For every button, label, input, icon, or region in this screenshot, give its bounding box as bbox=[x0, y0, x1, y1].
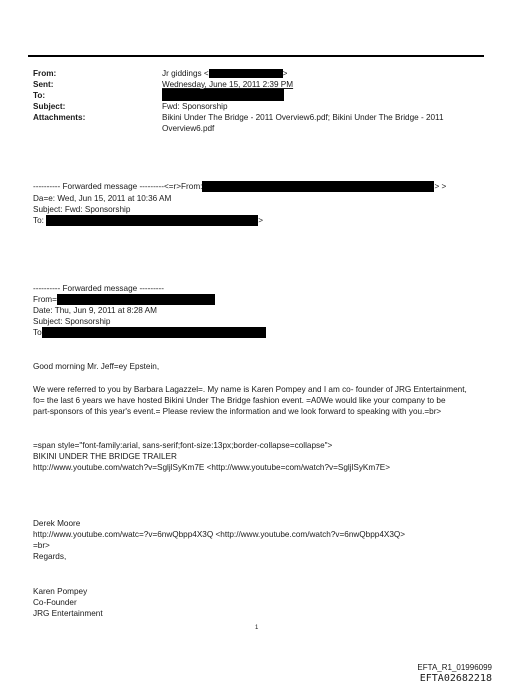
from-name: Jr giddings < bbox=[162, 69, 209, 78]
footer-id-1: EFTA_R1_01996099 bbox=[417, 663, 492, 672]
redaction bbox=[46, 215, 258, 226]
subject-value: Fwd: Sponsorship bbox=[162, 102, 228, 111]
redaction bbox=[57, 294, 215, 305]
sent-value: Wednesday, June 15, 2011 2:39 PM bbox=[162, 80, 294, 89]
br-text: =br> bbox=[33, 541, 50, 550]
to-value bbox=[162, 89, 284, 101]
attachments-line1: Bikini Under The Bridge - 2011 Overview6.pdf; Bikini Under The Bridge - 2011 bbox=[162, 113, 444, 122]
redaction bbox=[202, 181, 434, 192]
from-value bbox=[162, 68, 287, 79]
forward1-line bbox=[33, 181, 446, 192]
forward1-tail: > > bbox=[434, 182, 447, 191]
paragraph-line3: part-sponsors of this year's event.= Please review the information and we look forward to speaking with you.=br> bbox=[33, 407, 442, 416]
redaction bbox=[209, 69, 283, 78]
page-number: 1 bbox=[255, 625, 259, 631]
signature-company: JRG Entertainment bbox=[33, 609, 103, 618]
forward1-to-label: To: bbox=[33, 216, 44, 225]
trailer-title: BIKINI UNDER THE BRIDGE TRAILER bbox=[33, 452, 177, 461]
paragraph-line1: We were referred to you by Barbara Lagazzel=. My name is Karen Pompey and I am co- founder of JRG Entertainment, bbox=[33, 385, 467, 394]
signature-name: Karen Pompey bbox=[33, 587, 88, 596]
forward2-from bbox=[33, 294, 215, 305]
forward1-subject: Subject: Fwd: Sponsorship bbox=[33, 205, 131, 214]
to-label: To: bbox=[33, 91, 46, 100]
paragraph-line2: fo= the last 6 years we have hosted Bikini Under The Bridge fashion event. =A0We would like your company to be bbox=[33, 396, 446, 405]
greeting: Good morning Mr. Jeff=ey Epstein, bbox=[33, 362, 160, 371]
sent-label: Sent: bbox=[33, 80, 54, 89]
redaction bbox=[42, 327, 266, 338]
forward2-to-label: To bbox=[33, 328, 42, 337]
attachments-line2: Overview6.pdf bbox=[162, 124, 215, 133]
attachments-label: Attachments: bbox=[33, 113, 86, 122]
derek-name: Derek Moore bbox=[33, 519, 81, 528]
derek-link[interactable]: http://www.youtube.com/watc=?v=6nwQbpp4X3Q <http://www.youtube.com/watch?v=6nwQbpp4X3Q> bbox=[33, 530, 406, 539]
forward2-subject: Subject: Sponsorship bbox=[33, 317, 111, 326]
forward2-date: Date: Thu, Jun 9, 2011 at 8:28 AM bbox=[33, 306, 157, 315]
signature-title: Co-Founder bbox=[33, 598, 77, 607]
header-rule bbox=[28, 55, 484, 57]
from-label: From: bbox=[33, 69, 57, 78]
span-line: =span style="font-family:arial, sans-serif;font-size:13px;border-collapse=collapse"> bbox=[33, 441, 333, 450]
forward1-text: ---------- Forwarded message ---------<=r>From: bbox=[33, 182, 203, 191]
subject-label: Subject: bbox=[33, 102, 66, 111]
footer-id-2: EFTA02682218 bbox=[419, 673, 492, 684]
forward2-from-label: From= bbox=[33, 295, 57, 304]
forward1-to bbox=[33, 215, 263, 226]
forward2-to bbox=[33, 327, 266, 338]
redaction bbox=[162, 89, 284, 101]
trailer-link[interactable]: http://www.youtube.com/watch?v=SgljlSyKm7E <http://www.youtube=com/watch?v=SgljlSyKm7E> bbox=[33, 463, 391, 472]
regards: Regards, bbox=[33, 552, 67, 561]
forward1-to-tail: > bbox=[258, 216, 263, 225]
forward2-line: ---------- Forwarded message --------- bbox=[33, 284, 164, 293]
forward1-date: Da=e: Wed, Jun 15, 2011 at 10:36 AM bbox=[33, 194, 172, 203]
from-tail: > bbox=[282, 69, 288, 78]
